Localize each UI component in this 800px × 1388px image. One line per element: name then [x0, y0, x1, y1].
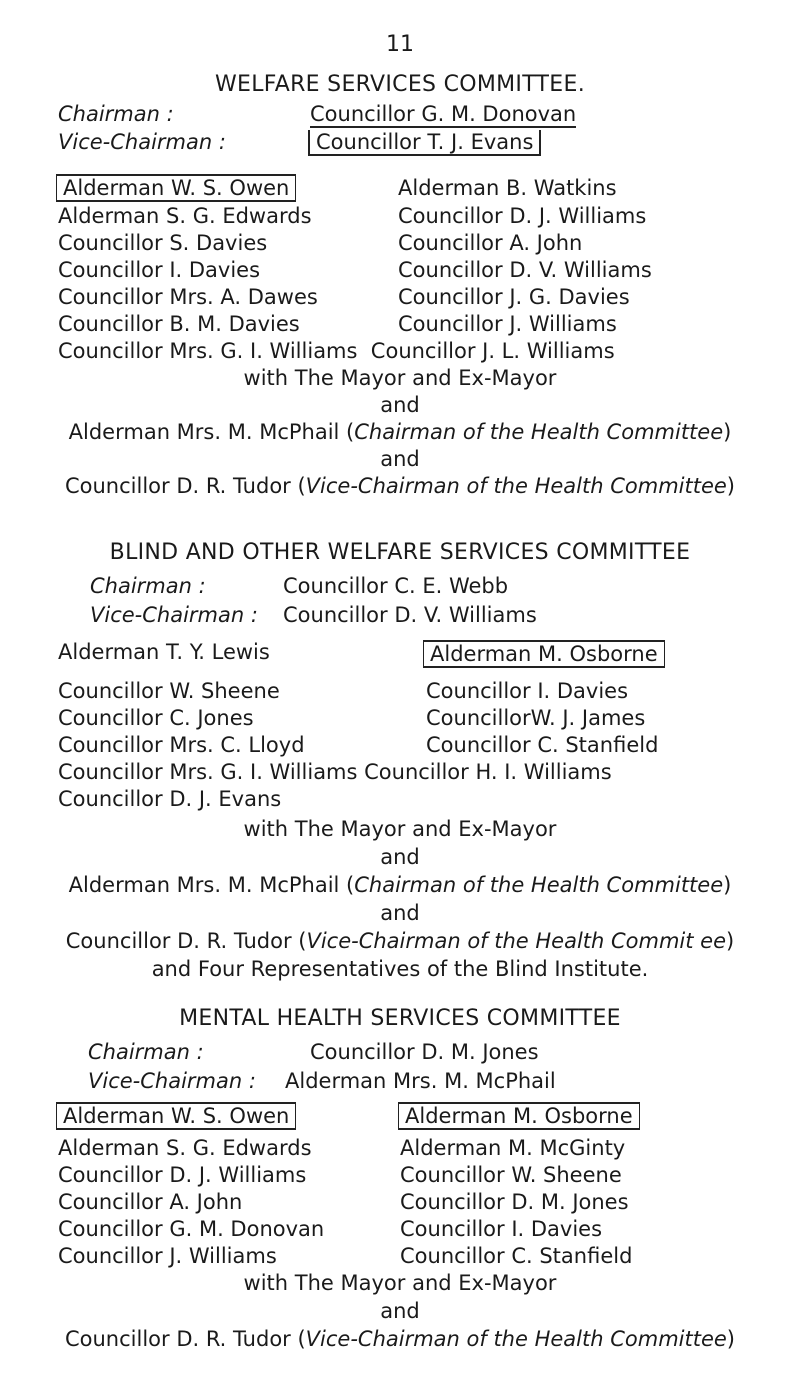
- extra-member-2: Councillor D. R. Tudor (Vice-Chairman of the Health Committee): [64, 1327, 735, 1351]
- and-2: and: [380, 901, 420, 925]
- chairman-name: Councillor G. M. Donovan: [310, 102, 577, 126]
- and-1: and: [380, 1299, 420, 1323]
- with-mayor: with The Mayor and Ex-Mayor: [243, 366, 557, 390]
- page-number: 11: [386, 32, 414, 57]
- member-right-3: CouncillorW. J. James: [426, 706, 646, 730]
- member-left-1: Alderman W. S. Owen: [56, 174, 296, 202]
- vice-chairman-label: Vice-Chairman :: [58, 130, 226, 154]
- member-right-5: Councillor J. G. Davies: [398, 285, 630, 309]
- member-left-3: Councillor C. Jones: [58, 706, 254, 730]
- extra-member-1: Alderman Mrs. M. McPhail (Chairman of the Health Committee): [68, 873, 732, 897]
- member-left-3: Councillor S. Davies: [58, 231, 268, 255]
- blind-institute-representatives: and Four Representatives of the Blind Institute.: [151, 957, 649, 981]
- vice-chairman-name: Councillor T. J. Evans: [308, 130, 541, 156]
- chairman-label: Chairman :: [88, 1040, 204, 1064]
- chairman-name: Councillor C. E. Webb: [283, 574, 509, 598]
- section-title: BLIND AND OTHER WELFARE SERVICES COMMITTEE: [109, 540, 691, 565]
- member-right-4: Councillor D. M. Jones: [400, 1190, 629, 1214]
- member-right-2: Councillor I. Davies: [426, 679, 629, 703]
- member-left-4: Councillor I. Davies: [58, 258, 261, 282]
- member-left-2: Councillor W. Sheene: [58, 679, 280, 703]
- member-row-5: Councillor Mrs. G. I. Williams Councillor H. I. Williams: [58, 760, 612, 784]
- vice-chairman-label: Vice-Chairman :: [90, 603, 258, 627]
- vice-chairman-label: Vice-Chairman :: [88, 1069, 256, 1093]
- with-mayor: with The Mayor and Ex-Mayor: [243, 1271, 557, 1295]
- member-right-5: Councillor I. Davies: [400, 1217, 603, 1241]
- member-left-1: Alderman T. Y. Lewis: [58, 640, 270, 664]
- member-right-4: Councillor C. Stanfield: [426, 733, 659, 757]
- member-right-6: Councillor J. Williams: [398, 312, 617, 336]
- member-right-4: Councillor D. V. Williams: [398, 258, 652, 282]
- extra-member-2: Councillor D. R. Tudor (Vice-Chairman of the Health Committee): [64, 474, 735, 498]
- vice-chairman-name: Alderman Mrs. M. McPhail: [285, 1069, 556, 1093]
- extra-member-2: Councillor D. R. Tudor (Vice-Chairman of the Health Commit ee): [65, 929, 735, 953]
- member-right-1: Alderman B. Watkins: [398, 176, 617, 200]
- and-2: and: [380, 447, 420, 471]
- member-right-6: Councillor C. Stanfield: [400, 1244, 633, 1268]
- and-1: and: [380, 845, 420, 869]
- member-row-last: Councillor Mrs. G. I. Williams Councillor J. L. Williams: [58, 339, 615, 363]
- section-title: MENTAL HEALTH SERVICES COMMITTEE: [179, 1006, 621, 1031]
- section-title: WELFARE SERVICES COMMITTEE.: [215, 72, 585, 97]
- member-right-2: Alderman M. McGinty: [400, 1136, 626, 1160]
- vice-chairman-name: Councillor D. V. Williams: [283, 603, 537, 627]
- member-row-6: Councillor D. J. Evans: [58, 787, 282, 811]
- chairman-label: Chairman :: [58, 102, 174, 126]
- member-right-1: Alderman M. Osborne: [423, 640, 665, 668]
- member-left-5: Councillor Mrs. A. Dawes: [58, 285, 318, 309]
- member-left-6: Councillor J. Williams: [58, 1244, 277, 1268]
- member-left-4: Councillor Mrs. C. Lloyd: [58, 733, 305, 757]
- extra-member-1: Alderman Mrs. M. McPhail (Chairman of the Health Committee): [68, 420, 732, 444]
- with-mayor: with The Mayor and Ex-Mayor: [243, 817, 557, 841]
- chairman-label: Chairman :: [90, 574, 206, 598]
- member-left-5: Councillor G. M. Donovan: [58, 1217, 325, 1241]
- member-right-2: Councillor D. J. Williams: [398, 204, 647, 228]
- member-right-3: Councillor A. John: [398, 231, 583, 255]
- member-left-2: Alderman S. G. Edwards: [58, 204, 312, 228]
- member-right-3: Councillor W. Sheene: [400, 1163, 622, 1187]
- member-left-6: Councillor B. M. Davies: [58, 312, 300, 336]
- member-right-1: Alderman M. Osborne: [398, 1102, 640, 1130]
- member-left-1: Alderman W. S. Owen: [56, 1102, 296, 1130]
- member-left-3: Councillor D. J. Williams: [58, 1163, 307, 1187]
- chairman-name: Councillor D. M. Jones: [310, 1040, 539, 1064]
- member-left-4: Councillor A. John: [58, 1190, 243, 1214]
- and-1: and: [380, 393, 420, 417]
- member-left-2: Alderman S. G. Edwards: [58, 1136, 312, 1160]
